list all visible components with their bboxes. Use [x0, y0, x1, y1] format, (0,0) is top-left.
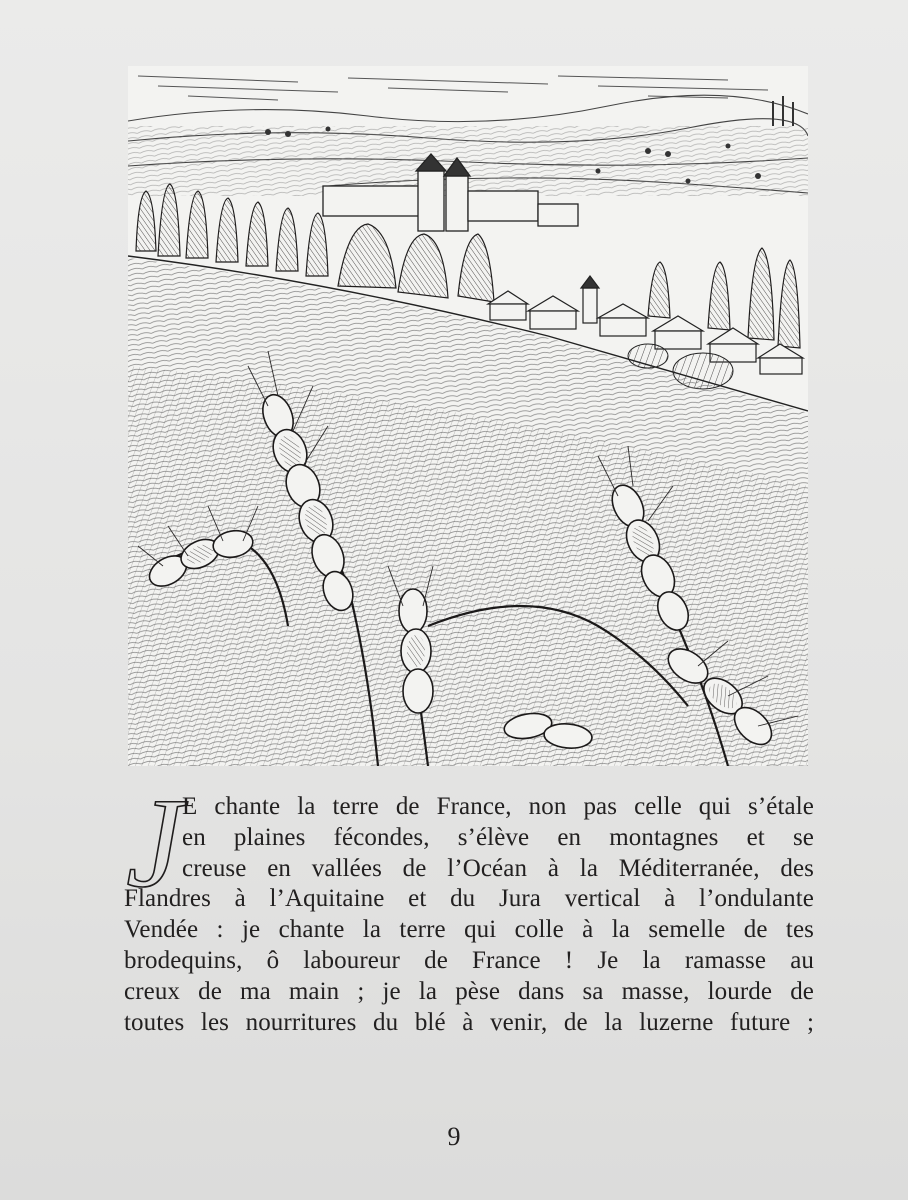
wheat-field-village-engraving-icon: [128, 66, 808, 766]
text-line: E chante la terre de France, non pas celle qui s’étale: [182, 793, 814, 820]
text-line: brodequins, ô laboureur de France ! Je la ramasse au: [124, 946, 814, 974]
text-line: en plaines fécondes, s’élève en montagnes et se: [182, 823, 814, 851]
body-text: [124, 772, 814, 1038]
text-line: creux de ma main ; je la pèse dans sa masse, lourde de: [124, 977, 814, 1005]
text-line: toutes les nourritures du blé à venir, de la luzerne future ;: [124, 1008, 814, 1036]
text-line: Vendée : je chante la terre qui colle à la semelle de tes: [124, 916, 814, 944]
text-line: Flandres à l’Aquitaine et du Jura vertical à l’ondulante: [124, 885, 814, 913]
engraving-illustration: [128, 66, 808, 766]
page-number: 9: [447, 1122, 461, 1151]
text-line: creuse en vallées de l’Océan à la Méditerranée, des: [182, 854, 814, 882]
drop-cap: J: [126, 772, 183, 914]
